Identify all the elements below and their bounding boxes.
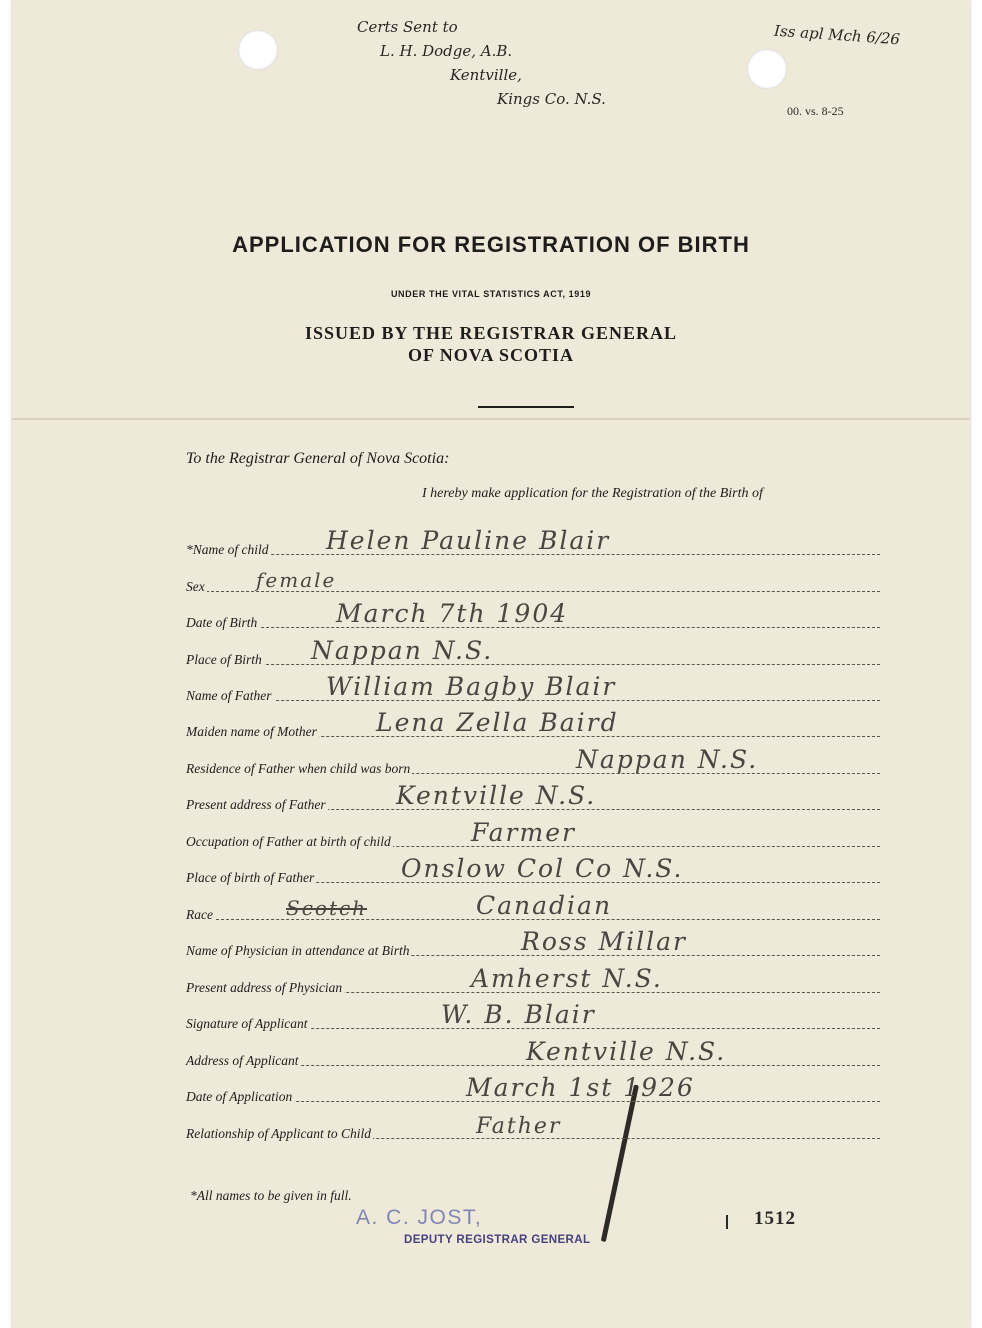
field-label: Place of birth of Father — [186, 870, 315, 885]
field-value: March 1st 1926 — [466, 1073, 695, 1102]
field-value: Canadian — [476, 891, 613, 920]
field-value: Kentville N.S. — [396, 781, 597, 810]
field-value: Ross Millar — [521, 927, 687, 956]
handwritten-issued-note: Iss apl Mch 6/26 — [773, 21, 901, 49]
field-label: Race — [186, 907, 213, 922]
field-name-of-father — [186, 674, 880, 704]
field-label: Name of Physician in attendance at Birth — [186, 943, 410, 958]
issuer-line-2: OF NOVA SCOTIA — [407, 345, 575, 365]
field-value: Lena Zella Baird — [376, 708, 619, 737]
number-tick-mark — [726, 1215, 728, 1229]
field-value: Nappan N.S. — [311, 636, 494, 665]
handwritten-cert-note-line-3: Kentville, — [450, 66, 522, 84]
field-label: Date of Application — [186, 1089, 293, 1104]
issuer-heading — [12, 322, 970, 366]
form-code: 00. vs. 8-25 — [787, 104, 844, 118]
handwritten-cert-note-line-2: L. H. Dodge, A.B. — [380, 42, 513, 60]
title-divider — [478, 406, 574, 408]
field-label: *Name of child — [186, 542, 269, 557]
field-label: Date of Birth — [186, 615, 258, 630]
handwritten-cert-note-line-1: Certs Sent to — [357, 18, 458, 36]
pen-stroke-mark — [601, 1084, 639, 1242]
field-label: Maiden name of Mother — [186, 724, 317, 739]
field-maiden-name-of-mother — [186, 710, 880, 740]
field-struck-value: Scotch — [286, 896, 368, 920]
field-address-of-applicant — [186, 1039, 880, 1069]
birth-application-form — [12, 0, 970, 1328]
field-label: Residence of Father when child was born — [186, 761, 411, 776]
field-label: Address of Applicant — [186, 1053, 299, 1068]
handwritten-cert-note-line-4: Kings Co. N.S. — [497, 90, 606, 108]
field-label: Relationship of Applicant to Child — [186, 1126, 371, 1141]
intro-statement: I hereby make application for the Registration of the Birth of — [422, 486, 763, 501]
form-title: APPLICATION FOR REGISTRATION OF BIRTH — [232, 232, 750, 257]
field-value: Helen Pauline Blair — [326, 526, 611, 555]
field-label: Name of Father — [186, 688, 272, 703]
field-race — [186, 893, 880, 923]
form-subtitle: UNDER THE VITAL STATISTICS ACT, 1919 — [390, 289, 592, 299]
issuer-line-1: ISSUED BY THE REGISTRAR GENERAL — [304, 323, 678, 343]
field-name-of-physician — [186, 929, 880, 959]
field-value: Nappan N.S. — [576, 745, 759, 774]
field-label: Signature of Applicant — [186, 1016, 308, 1031]
field-label: Sex — [186, 579, 205, 594]
field-label: Place of Birth — [186, 652, 262, 667]
registrar-stamp-title: DEPUTY REGISTRAR GENERAL — [404, 1234, 591, 1246]
registrar-stamp-name: A. C. JOST, — [356, 1206, 483, 1229]
field-label: Present address of Father — [186, 797, 326, 812]
punch-hole-right — [747, 49, 787, 89]
field-value: Amherst N.S. — [471, 964, 663, 993]
registration-number: 1512 — [754, 1208, 796, 1229]
field-date-of-birth — [186, 601, 880, 631]
field-value: female — [256, 568, 337, 592]
field-date-of-application — [186, 1075, 880, 1105]
fold-line — [12, 418, 970, 420]
field-occupation-of-father — [186, 820, 880, 850]
field-value: Kentville N.S. — [526, 1037, 727, 1066]
dotted-line — [186, 664, 880, 665]
field-sex — [186, 565, 880, 595]
field-value: Onslow Col Co N.S. — [401, 854, 684, 883]
field-place-of-birth — [186, 638, 880, 668]
field-name-of-child — [186, 528, 880, 558]
field-present-address-of-physician — [186, 966, 880, 996]
field-value: W. B. Blair — [441, 1000, 596, 1029]
footnote: *All names to be given in full. — [190, 1188, 352, 1203]
field-label: Present address of Physician — [186, 980, 343, 995]
field-value: Father — [476, 1114, 562, 1139]
field-value: Farmer — [471, 818, 576, 847]
field-relationship-of-applicant — [186, 1112, 880, 1142]
field-residence-of-father — [186, 747, 880, 777]
field-present-address-of-father — [186, 783, 880, 813]
punch-hole-left — [238, 30, 278, 70]
field-value: March 7th 1904 — [336, 599, 569, 628]
field-signature-of-applicant — [186, 1002, 880, 1032]
field-label: Occupation of Father at birth of child — [186, 834, 391, 849]
addressee-line: To the Registrar General of Nova Scotia: — [186, 450, 450, 467]
field-value: William Bagby Blair — [326, 672, 617, 701]
field-place-of-birth-of-father — [186, 856, 880, 886]
